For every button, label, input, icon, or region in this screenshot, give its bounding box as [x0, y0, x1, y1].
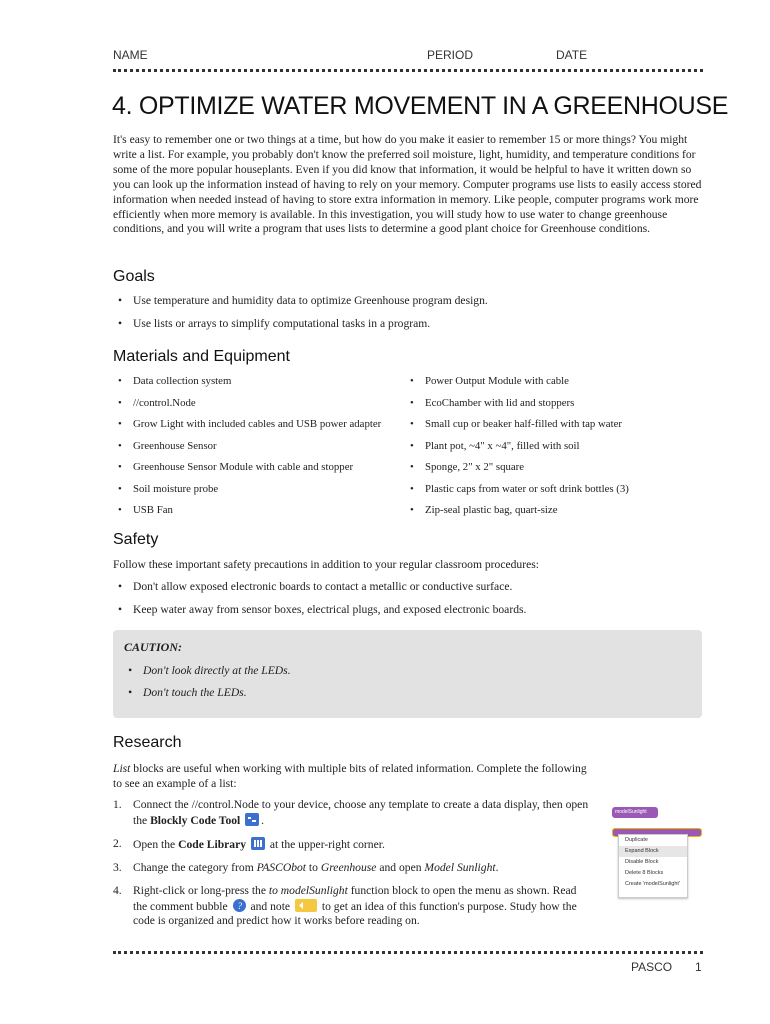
header-divider: [113, 69, 703, 72]
step-text: and note: [247, 899, 293, 913]
blockly-code-tool-label: Blockly Code Tool: [150, 813, 241, 827]
list-item: • Use lists or arrays to simplify computational tasks in a program.: [113, 317, 703, 331]
step-text: Open the: [133, 837, 179, 851]
code-library-label: Code Library: [178, 837, 247, 851]
safety-heading: Safety: [113, 531, 159, 548]
materials-list-left: [113, 374, 403, 517]
menu-item-disable-block[interactable]: Disable Block: [625, 859, 659, 865]
goals-list: [113, 294, 703, 331]
list-item: • Use temperature and humidity data to optimize Greenhouse program design.: [113, 294, 703, 308]
code-library-icon[interactable]: [251, 837, 265, 850]
list-item: • Keep water away from sensor boxes, electrical plugs, and exposed electronic boards.: [113, 603, 703, 617]
list-item: • Data collection system: [113, 374, 403, 388]
goals-heading: Goals: [113, 268, 155, 285]
step-text: to: [306, 860, 321, 874]
materials-list-right: [405, 374, 703, 517]
step-item: [113, 884, 593, 930]
list-item: • Greenhouse Sensor Module with cable and stopper: [113, 460, 403, 474]
menu-item-delete-blocks[interactable]: Delete 8 Blocks: [625, 870, 664, 876]
safety-list: [113, 580, 703, 617]
safety-lead: Follow these important safety precautions in addition to your regular classroom procedures:: [113, 558, 539, 571]
block-context-menu-illustration: [611, 804, 707, 900]
list-item: • Zip-seal plastic bag, quart-size: [405, 503, 703, 517]
step-number: 1.: [113, 798, 122, 811]
step-text: Connect the //control.Node to your device, choose any template to create a data display, then open the: [133, 798, 589, 827]
list-item: • Soil moisture probe: [113, 482, 403, 496]
step-text: .: [261, 813, 265, 827]
function-block-label: to modelSunlight: [268, 883, 348, 897]
page-number: 1: [695, 960, 702, 974]
page-header: [113, 48, 702, 70]
caution-title: CAUTION:: [124, 640, 183, 654]
research-lead-text: blocks are useful when working with multiple bits of related information. Complete the following to see an example of a list:: [113, 762, 587, 790]
step-item: [113, 861, 593, 876]
model-sunlight-label: Model Sunlight: [424, 860, 496, 874]
research-heading: Research: [113, 734, 182, 751]
step-number: 4.: [113, 883, 122, 897]
list-item: • Plant pot, ~4" x ~4", filled with soil: [405, 439, 703, 453]
step-text: and open: [376, 860, 425, 874]
category-greenhouse: Greenhouse: [320, 860, 377, 874]
list-item: • Small cup or beaker half-filled with tap water: [405, 417, 703, 431]
comment-bubble-icon[interactable]: [233, 899, 246, 912]
step-text: function block to open the menu as shown. Read the comment bubble: [133, 883, 577, 913]
period-label: PERIOD: [427, 48, 474, 62]
research-lead: [113, 762, 588, 792]
intro-paragraph: It's easy to remember one or two things at a time, but how do you make it easier to remember 15 or more things? You might write a list. For example, you probably don't know the preferred soil moisture, light, humidity, and temperature conditions for some of the more popular houseplants. Even if you did know that information, it would be helpful to have it written down so you can look up the information instead of having to rely on your memory. Computer programs use lists to easily access stored information when needed instead of having to store extra information in memory. Like people, computer programs work more efficiently when more memory is available. In this investigation, you will study how to use water to change greenhouse conditions, and you will write a program that uses lists to determine a good plant choice for Greenhouse conditions.: [113, 133, 702, 236]
materials-heading: Materials and Equipment: [113, 348, 290, 365]
step-text: .: [495, 860, 499, 874]
list-item: • Don't look directly at the LEDs.: [123, 664, 683, 678]
date-label: DATE: [556, 48, 588, 62]
name-label: NAME: [113, 48, 148, 62]
footer-divider: [113, 951, 703, 954]
step-text: at the upper-right corner.: [266, 837, 385, 851]
research-steps: [113, 798, 593, 929]
step-number: 3.: [113, 860, 122, 874]
footer-brand: PASCO: [631, 960, 673, 974]
list-term: List: [113, 762, 131, 775]
svg-text:?: ?: [237, 900, 242, 911]
list-item: • Don't allow exposed electronic boards to contact a metallic or conductive surface.: [113, 580, 703, 594]
context-menu: [618, 834, 688, 898]
list-item: • Don't touch the LEDs.: [123, 686, 683, 700]
page-title: 4. OPTIMIZE WATER MOVEMENT IN A GREENHOUSE: [112, 92, 729, 120]
list-item: • Grow Light with included cables and USB power adapter: [113, 417, 403, 431]
list-item: • Greenhouse Sensor: [113, 439, 403, 453]
caution-box: [113, 630, 702, 718]
note-block-icon[interactable]: [295, 899, 317, 912]
list-item: • EcoChamber with lid and stoppers: [405, 396, 703, 410]
step-text: Right-click or long-press the: [133, 883, 269, 897]
blockly-code-tool-icon[interactable]: [245, 813, 259, 826]
category-pascobot: PASCObot: [256, 860, 307, 874]
list-item: • Power Output Module with cable: [405, 374, 703, 388]
caution-list: [123, 664, 683, 700]
step-text: to get an idea of this function's purpose. Study how the code is organized and predict how it works before reading on.: [133, 899, 577, 928]
list-item: • Sponge, 2" x 2" square: [405, 460, 703, 474]
step-item: [113, 798, 593, 829]
function-block[interactable]: modelSunlight: [612, 807, 658, 818]
step-text: Change the category from: [133, 860, 257, 874]
step-item: [113, 837, 593, 853]
list-item: • //control.Node: [113, 396, 403, 410]
list-item: • USB Fan: [113, 503, 403, 517]
menu-item-expand-block[interactable]: Expand Block: [619, 846, 687, 857]
menu-item-create-modelsunlight[interactable]: Create 'modelSunlight': [625, 881, 680, 887]
list-item: • Plastic caps from water or soft drink bottles (3): [405, 482, 703, 496]
step-number: 2.: [113, 836, 122, 850]
menu-item-duplicate[interactable]: Duplicate: [625, 837, 648, 843]
